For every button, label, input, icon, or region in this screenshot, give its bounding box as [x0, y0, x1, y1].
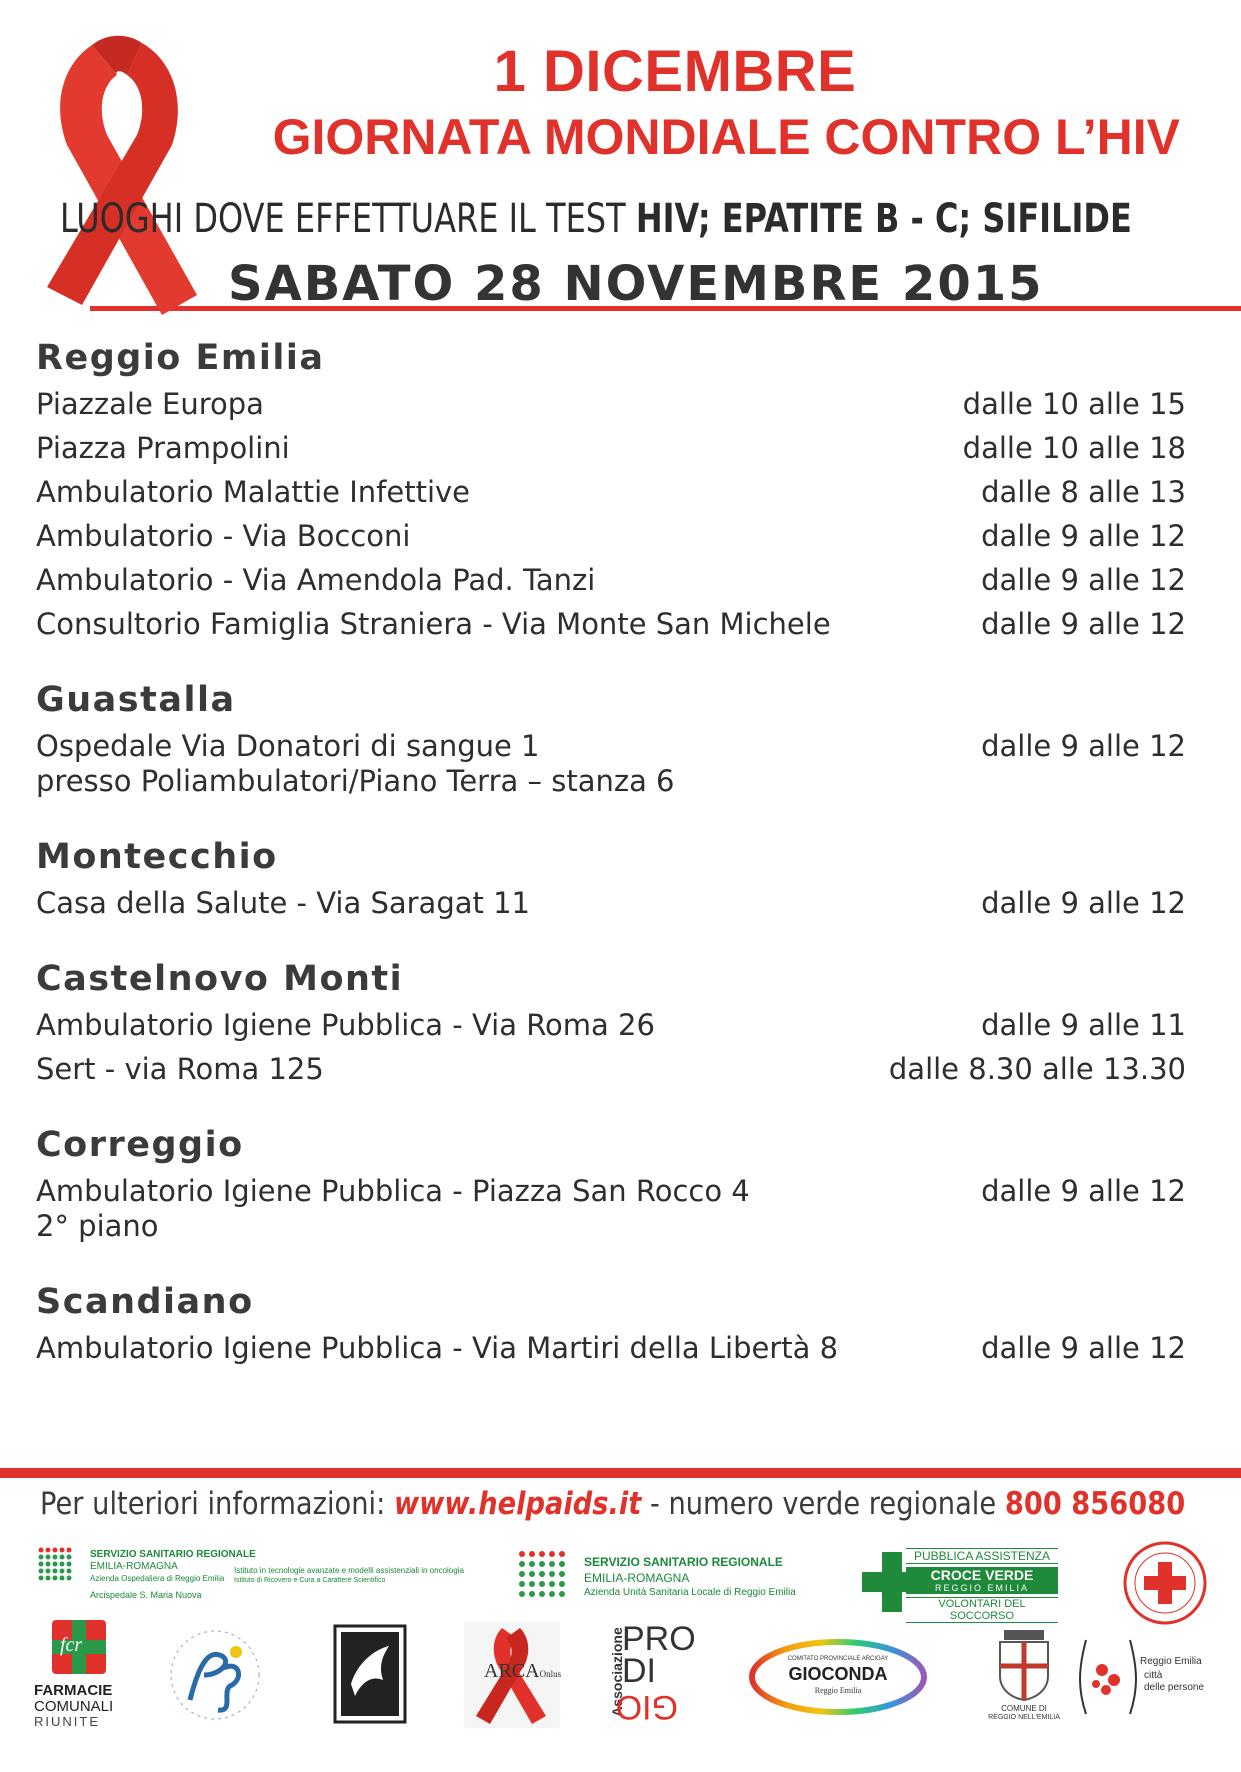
ssr2-line3: Azienda Unità Sanitaria Locale di Reggio Emilia [584, 1587, 796, 1598]
location-name [36, 600, 831, 644]
location-line: Ambulatorio - Via Amendola Pad. Tanzi [36, 563, 596, 597]
ssr2-line2: EMILIA-ROMAGNA [584, 1571, 690, 1585]
subtitle-normal: LUOGHI DOVE EFFETTUARE IL TEST [60, 196, 636, 242]
location-name [36, 556, 595, 600]
city-title: Scandiano [36, 1282, 254, 1322]
prodigio-logo [600, 1620, 710, 1730]
info-prefix: Per ulteriori informazioni: [40, 1486, 394, 1522]
location-row [36, 722, 1186, 801]
location-name [36, 879, 530, 923]
location-name [36, 512, 410, 556]
opening-hours: dalle 10 alle 15 [962, 387, 1186, 421]
opening-hours: dalle 9 alle 12 [981, 1331, 1186, 1365]
bird-silhouette-logo [333, 1624, 407, 1724]
location-row [36, 556, 1186, 600]
cv-line2: CROCE VERDE [906, 1567, 1058, 1583]
red-cross-seal [1122, 1540, 1208, 1626]
ssr-dots-icon [36, 1545, 76, 1585]
comune-line2: REGGIO NELL'EMILIA [988, 1714, 1060, 1721]
opening-hours: dalle 9 alle 12 [981, 1174, 1186, 1208]
opening-hours: dalle 9 alle 12 [981, 729, 1186, 763]
cv-line1: PUBBLICA ASSISTENZA [906, 1548, 1058, 1564]
citta-line2: città [1144, 1670, 1163, 1681]
ssr-dots-icon [516, 1548, 570, 1602]
city-title: Castelnovo Monti [36, 959, 404, 999]
croce-verde-logo [862, 1548, 1058, 1622]
gioconda-bottom: Reggio Emilia [814, 1686, 862, 1695]
farm-line2: COMUNALI [34, 1698, 114, 1715]
comune-line1: COMUNE DI [1001, 1704, 1047, 1713]
location-line: Casa della Salute - Via Saragat 11 [36, 886, 530, 920]
cv-line3: REGGIO EMILIA [906, 1583, 1058, 1594]
location-line: Piazzale Europa [36, 387, 264, 421]
phone-number: 800 856080 [1004, 1486, 1186, 1522]
location-line: Piazza Prampolini [36, 431, 290, 465]
helpaids-link[interactable]: www.helpaids.it [393, 1486, 642, 1522]
subtitle-bold: HIV; EPATITE B - C; SIFILIDE [635, 196, 1132, 242]
city-title: Guastalla [36, 680, 236, 720]
location-name [36, 722, 675, 801]
location-row [36, 1324, 1186, 1368]
farmacie-comunali-logo [34, 1620, 124, 1730]
pg-circle-icon [160, 1620, 270, 1730]
papa-giovanni-logo [160, 1620, 270, 1730]
city-title: Montecchio [36, 837, 278, 877]
opening-hours: dalle 9 alle 12 [981, 607, 1186, 641]
location-name [36, 1045, 324, 1089]
citta-line1: Reggio Emilia [1140, 1656, 1202, 1667]
arca-label: ARCA [484, 1660, 540, 1682]
location-line: Ambulatorio Igiene Pubblica - Piazza San Rocco 4 [36, 1174, 750, 1208]
citta-delle-persone-logo [1078, 1630, 1218, 1720]
comune-reggio-logo [984, 1626, 1064, 1730]
location-name [36, 1167, 750, 1246]
opening-hours: dalle 9 alle 11 [981, 1008, 1186, 1042]
location-name [36, 1324, 838, 1368]
location-row [36, 1167, 1186, 1246]
gioconda-name: GIOCONDA [788, 1664, 888, 1684]
opening-hours: dalle 8.30 alle 13.30 [888, 1052, 1186, 1086]
location-section [36, 957, 1186, 1089]
location-line: Ambulatorio Igiene Pubblica - Via Roma 26 [36, 1008, 655, 1042]
location-row [36, 512, 1186, 556]
arca-name [484, 1660, 561, 1683]
location-line: Sert - via Roma 125 [36, 1052, 324, 1086]
opening-hours: dalle 8 alle 13 [981, 475, 1186, 509]
farm-badge: fcr [60, 1634, 83, 1656]
ssr1-line2: EMILIA-ROMAGNA [90, 1561, 178, 1572]
location-row [36, 600, 1186, 644]
farm-line3: RIUNITE [34, 1714, 100, 1729]
location-section [36, 835, 1186, 923]
location-row [36, 1001, 1186, 1045]
prodigio-side: Associazione [609, 1627, 625, 1717]
prodigio-1: PRO [622, 1620, 696, 1658]
event-date-title: 1 DICEMBRE [493, 39, 857, 104]
ssr1-line1: SERVIZIO SANITARIO REGIONALE [90, 1549, 256, 1560]
location-row [36, 879, 1186, 923]
location-row [36, 424, 1186, 468]
prodigio-3: GIO [615, 1688, 678, 1726]
bird-icon [333, 1624, 407, 1724]
ssr-ausl-hospital-logo [36, 1545, 476, 1610]
ssr2-line1: SERVIZIO SANITARIO REGIONALE [584, 1555, 783, 1569]
ssr1-side2: Istituto di Ricovero e Cura a Carattere Scientifico [234, 1577, 386, 1584]
cv-line4: VOLONTARI DEL SOCCORSO [906, 1597, 1058, 1623]
location-section [36, 678, 1186, 801]
city-title: Correggio [36, 1125, 244, 1165]
red-cross-icon [1122, 1540, 1208, 1626]
city-title: Reggio Emilia [36, 338, 325, 378]
location-name [36, 1001, 655, 1045]
event-title: GIORNATA MONDIALE CONTRO L’HIV [272, 109, 1180, 165]
page-header [0, 0, 1241, 330]
location-line: Ambulatorio - Via Bocconi [36, 519, 411, 553]
location-line-2: 2° piano [36, 1209, 159, 1243]
citta-line3: delle persone [1144, 1682, 1205, 1693]
location-row [36, 1045, 1186, 1089]
opening-hours: dalle 10 alle 18 [962, 431, 1186, 465]
opening-hours: dalle 9 alle 12 [981, 519, 1186, 553]
people-icon [1078, 1630, 1138, 1720]
location-section [36, 1280, 1186, 1368]
location-line-2: presso Poliambulatori/Piano Terra – stanza 6 [36, 764, 675, 798]
info-middle: - numero verde regionale [641, 1486, 1005, 1522]
location-name [36, 424, 290, 468]
location-row [36, 380, 1186, 424]
subtitle [60, 196, 1132, 242]
info-line [40, 1486, 1185, 1522]
city-crest-icon [984, 1626, 1064, 1702]
test-date: SABATO 28 NOVEMBRE 2015 [228, 256, 1044, 312]
opening-hours: dalle 9 alle 12 [981, 886, 1186, 920]
gioconda-logo [748, 1638, 928, 1716]
prodigio-2: DI [622, 1652, 656, 1690]
location-name [36, 380, 264, 424]
opening-hours: dalle 9 alle 12 [981, 563, 1186, 597]
location-section [36, 1123, 1186, 1246]
ssr1-line4: Arcispedale S. Maria Nuova [90, 1590, 202, 1600]
locations-list [36, 336, 1186, 1402]
gioconda-top: COMITATO PROVINCIALE ARCIGAY [787, 1656, 889, 1662]
location-section [36, 336, 1186, 644]
ssr1-line3: Azienda Ospedaliera di Reggio Emilia [90, 1574, 225, 1583]
farm-line1: FARMACIE [34, 1682, 113, 1699]
arca-onlus: Onlus [539, 1669, 562, 1679]
ssr-ausl-logo [516, 1548, 816, 1608]
location-line: Ambulatorio Malattie Infettive [36, 475, 471, 509]
location-line: Ospedale Via Donatori di sangue 1 [36, 729, 540, 763]
footer-divider [0, 1468, 1241, 1478]
ssr1-side: Istituto in tecnologie avanzate e modelli assistenziali in oncologia [234, 1566, 464, 1575]
location-name [36, 468, 470, 512]
location-line: Consultorio Famiglia Straniera - Via Monte San Michele [36, 607, 831, 641]
location-row [36, 468, 1186, 512]
location-line: Ambulatorio Igiene Pubblica - Via Martiri della Libertà 8 [36, 1331, 839, 1365]
arca-onlus-logo [462, 1620, 562, 1730]
